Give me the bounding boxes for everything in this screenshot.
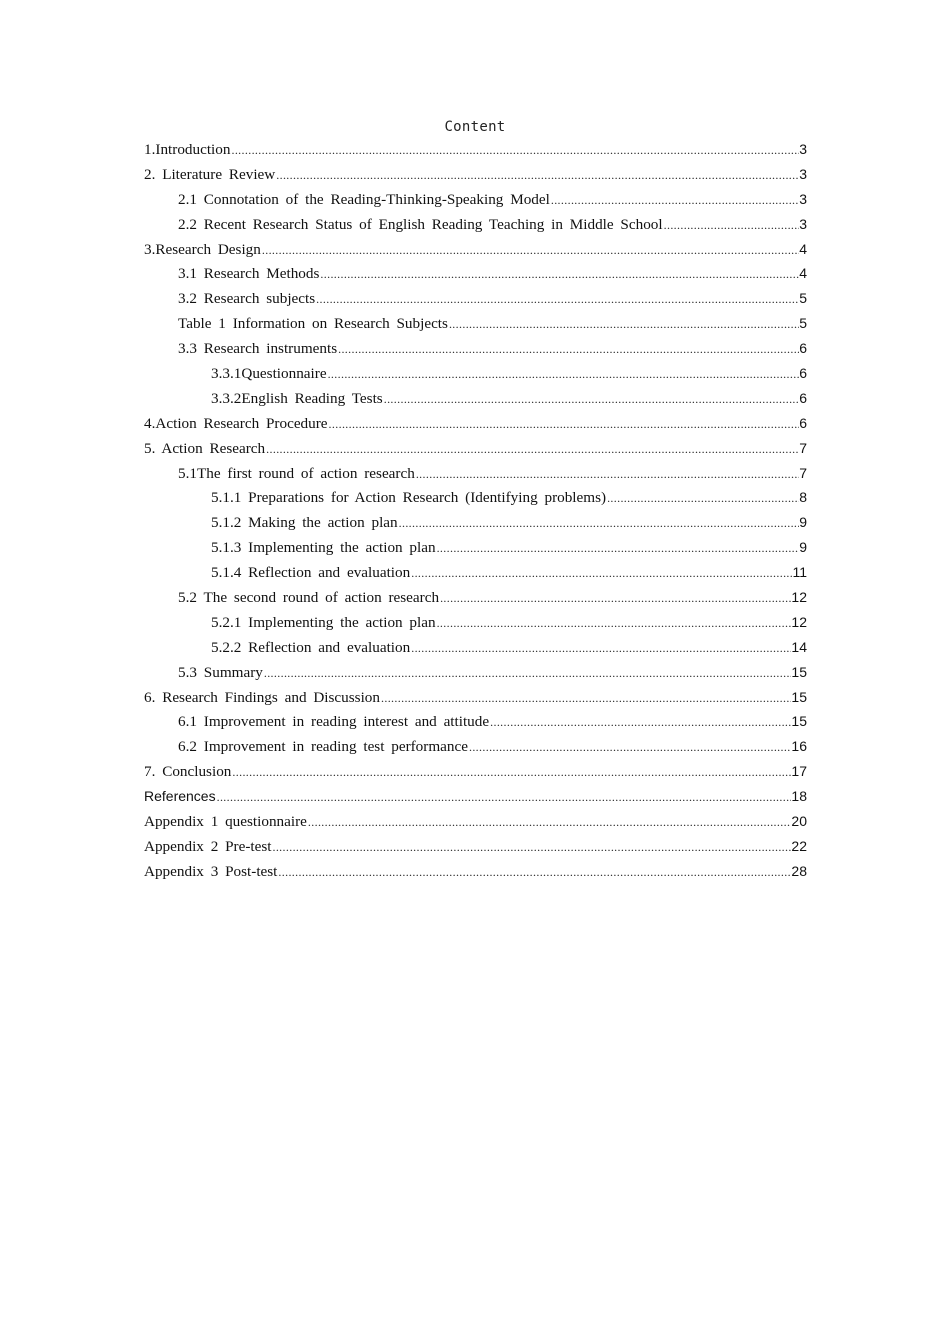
toc-entry-title: 6.2 Improvement in reading test performance [178, 738, 468, 756]
toc-entry-title: 2.1 Connotation of the Reading-Thinking-Speaking Model [178, 190, 550, 208]
toc-entry[interactable] [144, 315, 807, 340]
toc-entry-page-number: 11 [792, 564, 807, 581]
toc-entry-page-number: 6 [799, 414, 807, 431]
toc-dot-leader [448, 317, 799, 332]
toc-entry-page-number: 7 [799, 439, 807, 456]
toc-entry-page-number: 3 [799, 165, 807, 182]
toc-entry-page-number: 4 [799, 265, 807, 282]
toc-entry-title: Appendix 2 Pre-test [144, 837, 272, 855]
toc-entry-page-number: 7 [799, 464, 807, 481]
toc-entry[interactable] [144, 539, 807, 564]
toc-entry-title: 3.Research Design [144, 240, 261, 258]
toc-dot-leader [606, 491, 799, 506]
toc-entry-page-number: 14 [791, 638, 807, 655]
toc-entry-page-number: 3 [799, 215, 807, 232]
toc-entry[interactable] [144, 265, 807, 290]
toc-entry[interactable] [144, 216, 807, 241]
toc-entry-title: 4.Action Research Procedure [144, 414, 328, 432]
toc-entry[interactable] [144, 340, 807, 365]
toc-entry[interactable] [144, 838, 807, 863]
table-of-contents [144, 141, 807, 888]
toc-entry-title: 6.1 Improvement in reading interest and attitude [178, 713, 490, 731]
toc-entry[interactable] [144, 514, 807, 539]
toc-entry-page-number: 18 [791, 788, 807, 805]
toc-entry[interactable] [144, 763, 807, 788]
toc-entry[interactable] [144, 589, 807, 614]
toc-entry[interactable] [144, 863, 807, 888]
toc-dot-leader [410, 641, 791, 656]
toc-entry-page-number: 28 [791, 862, 807, 879]
toc-entry[interactable] [144, 489, 807, 514]
toc-dot-leader [398, 516, 800, 531]
toc-entry[interactable] [144, 639, 807, 664]
toc-dot-leader [663, 218, 800, 233]
toc-entry-title: 3.3.1Questionnaire [211, 365, 327, 383]
toc-entry-title: 2. Literature Review [144, 165, 276, 183]
toc-entry-title: 5.3 Summary [178, 663, 263, 681]
toc-entry-title: 7. Conclusion [144, 763, 232, 781]
toc-entry-page-number: 15 [791, 713, 807, 730]
toc-entry-title: 5.1.3 Implementing the action plan [211, 539, 436, 557]
toc-dot-leader [261, 243, 799, 258]
toc-entry[interactable] [144, 166, 807, 191]
toc-entry-page-number: 4 [799, 240, 807, 257]
toc-dot-leader [489, 715, 791, 730]
toc-entry[interactable] [144, 365, 807, 390]
toc-entry[interactable] [144, 813, 807, 838]
toc-entry-page-number: 6 [799, 365, 807, 382]
toc-dot-leader [383, 392, 799, 407]
toc-entry-page-number: 20 [791, 813, 807, 830]
toc-entry-page-number: 15 [791, 663, 807, 680]
toc-dot-leader [436, 616, 792, 631]
toc-entry-title: 5.1.2 Making the action plan [211, 514, 398, 532]
toc-dot-leader [275, 168, 799, 183]
toc-dot-leader [271, 840, 791, 855]
toc-entry-page-number: 9 [799, 514, 807, 531]
toc-dot-leader [550, 193, 799, 208]
toc-entry-page-number: 15 [791, 688, 807, 705]
toc-entry-title: 5.1The first round of action research [178, 464, 415, 482]
toc-entry[interactable] [144, 390, 807, 415]
toc-title: Content [444, 119, 506, 135]
toc-entry[interactable] [144, 788, 807, 813]
toc-entry-title: 6. Research Findings and Discussion [144, 688, 380, 706]
toc-entry[interactable] [144, 141, 807, 166]
toc-entry-page-number: 9 [799, 539, 807, 556]
toc-entry[interactable] [144, 713, 807, 738]
toc-entry-title: 3.3.2English Reading Tests [211, 389, 383, 407]
toc-dot-leader [328, 417, 800, 432]
toc-entry-title: 1.Introduction [144, 141, 231, 158]
toc-entry-page-number: 3 [799, 190, 807, 207]
toc-entry[interactable] [144, 689, 807, 714]
toc-entry-title: 5. Action Research [144, 439, 266, 457]
toc-dot-leader [410, 566, 792, 581]
toc-entry-page-number: 16 [791, 738, 807, 755]
toc-entry[interactable] [144, 465, 807, 490]
toc-entry-title: 5.1.4 Reflection and evaluation [211, 564, 411, 582]
toc-entry-page-number: 22 [791, 837, 807, 854]
toc-dot-leader [277, 865, 791, 880]
toc-dot-leader [468, 740, 791, 755]
toc-dot-leader [216, 790, 792, 805]
toc-entry[interactable] [144, 241, 807, 266]
toc-entry[interactable] [144, 564, 807, 589]
toc-entry-title: Table 1 Information on Research Subjects [178, 315, 448, 333]
toc-entry-page-number: 17 [791, 763, 807, 780]
toc-entry-title: 5.1.1 Preparations for Action Research (Identifying problems) [211, 489, 607, 507]
toc-dot-leader [439, 591, 791, 606]
toc-entry[interactable] [144, 664, 807, 689]
toc-dot-leader [315, 292, 799, 307]
toc-dot-leader [415, 467, 799, 482]
toc-entry-title: 2.2 Recent Research Status of English Reading Teaching in Middle School [178, 215, 663, 233]
toc-dot-leader [327, 367, 800, 382]
toc-entry-page-number: 8 [799, 489, 807, 506]
toc-entry-title: 5.2.2 Reflection and evaluation [211, 638, 411, 656]
toc-dot-leader [380, 691, 791, 706]
toc-entry[interactable] [144, 415, 807, 440]
toc-entry-page-number: 12 [791, 613, 807, 630]
toc-entry-title: Appendix 1 questionnaire [144, 813, 307, 831]
toc-entry-page-number: 6 [799, 340, 807, 357]
toc-entry-page-number: 6 [799, 389, 807, 406]
toc-dot-leader [265, 442, 799, 457]
toc-dot-leader [307, 815, 792, 830]
toc-entry[interactable] [144, 738, 807, 763]
toc-entry-title: 5.2.1 Implementing the action plan [211, 613, 436, 631]
toc-dot-leader [436, 541, 800, 556]
toc-entry-title: References [144, 788, 216, 805]
toc-entry-title: 5.2 The second round of action research [178, 589, 440, 607]
toc-entry[interactable] [144, 290, 807, 315]
toc-entry-title: 3.1 Research Methods [178, 265, 320, 283]
toc-entry-page-number: 5 [799, 315, 807, 332]
toc-entry-title: Appendix 3 Post-test [144, 862, 278, 880]
toc-entry-page-number: 12 [791, 589, 807, 606]
toc-entry-page-number: 3 [799, 141, 807, 157]
toc-entry-title: 3.3 Research instruments [178, 340, 338, 358]
toc-dot-leader [230, 143, 799, 158]
toc-entry[interactable] [144, 614, 807, 639]
toc-entry[interactable] [144, 440, 807, 465]
toc-dot-leader [263, 666, 792, 681]
toc-dot-leader [231, 765, 791, 780]
toc-entry[interactable] [144, 191, 807, 216]
toc-entry-page-number: 5 [799, 290, 807, 307]
toc-dot-leader [319, 267, 799, 282]
toc-dot-leader [337, 342, 799, 357]
toc-entry-title: 3.2 Research subjects [178, 290, 316, 308]
